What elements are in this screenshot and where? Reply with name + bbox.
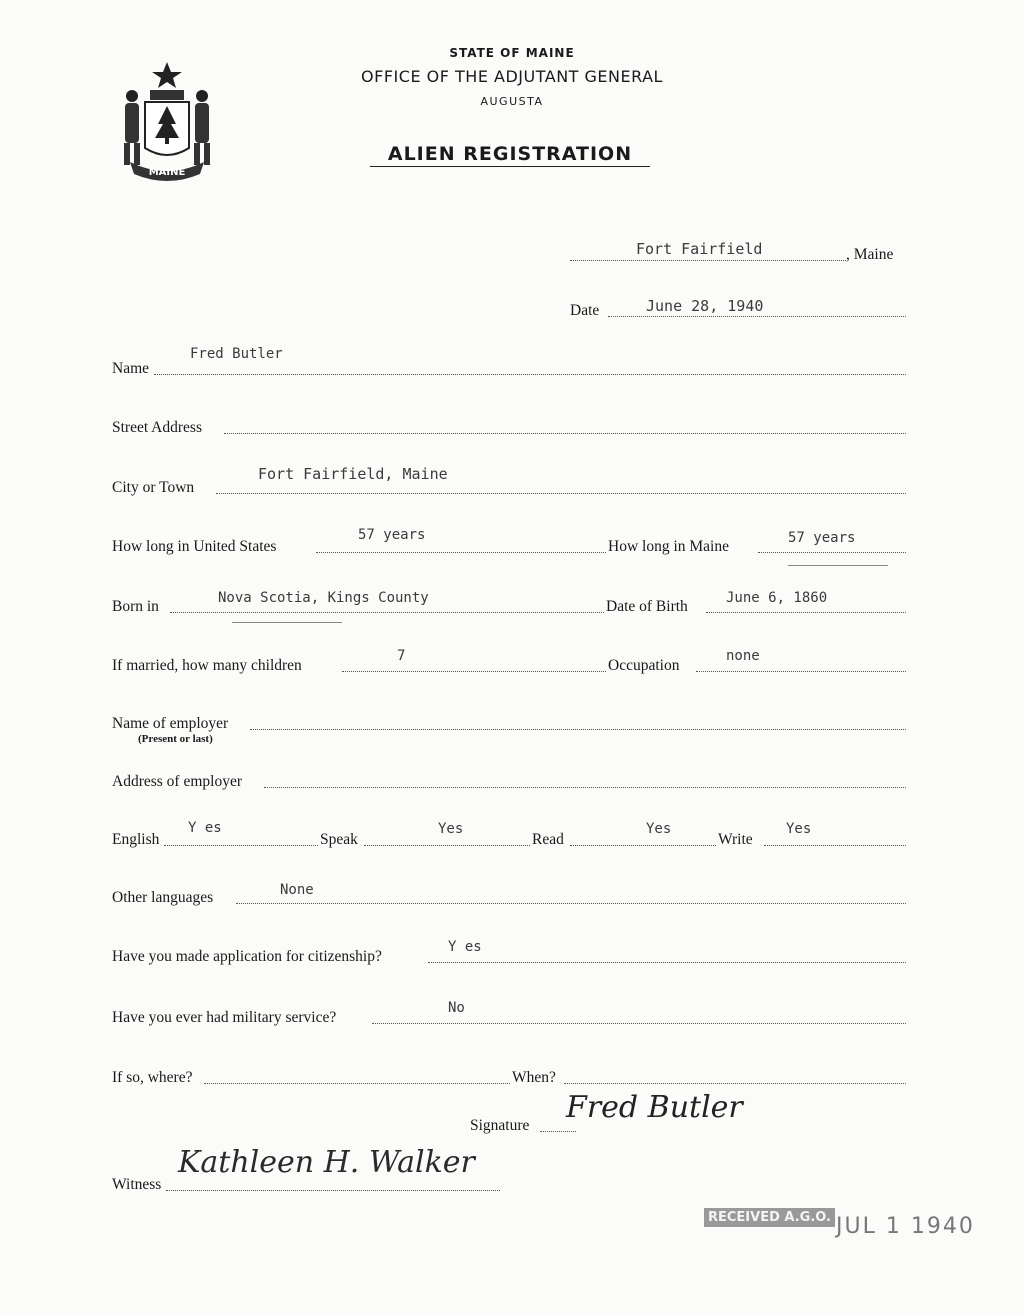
header-office: OFFICE OF THE ADJUTANT GENERAL bbox=[361, 67, 663, 86]
born-in-label: Born in bbox=[112, 598, 159, 615]
born-in-line bbox=[170, 612, 604, 613]
place-line bbox=[570, 260, 846, 261]
children-value: 7 bbox=[397, 648, 406, 664]
citizenship-label: Have you made application for citizenship? bbox=[112, 948, 382, 965]
how-long-maine-label: How long in Maine bbox=[608, 538, 729, 555]
city-label: City or Town bbox=[112, 479, 195, 496]
employer-line bbox=[250, 729, 906, 730]
read-line bbox=[570, 845, 716, 846]
employer-label: Name of employer bbox=[112, 715, 229, 732]
name-label: Name bbox=[112, 360, 150, 377]
signature-value: Fred Butler bbox=[566, 1090, 743, 1125]
write-label: Write bbox=[718, 831, 753, 848]
place-value: Fort Fairfield bbox=[636, 240, 763, 258]
write-value: Yes bbox=[786, 821, 812, 837]
where-line bbox=[204, 1083, 510, 1084]
english-line bbox=[164, 845, 318, 846]
form-title: ALIEN REGISTRATION bbox=[387, 143, 633, 165]
speak-value: Yes bbox=[438, 821, 464, 837]
signature-label: Signature bbox=[470, 1117, 530, 1134]
employer-address-label: Address of employer bbox=[112, 773, 242, 790]
when-label: When? bbox=[512, 1069, 556, 1086]
street-label: Street Address bbox=[112, 419, 202, 436]
received-stamp: RECEIVED A.G.O. bbox=[704, 1208, 835, 1227]
place-suffix: , Maine bbox=[846, 246, 894, 263]
children-label: If married, how many children bbox=[112, 657, 302, 674]
signature-line bbox=[540, 1131, 576, 1132]
street-line bbox=[224, 433, 906, 434]
city-line bbox=[216, 493, 906, 494]
speak-line bbox=[364, 845, 530, 846]
children-line bbox=[342, 671, 606, 672]
read-value: Yes bbox=[646, 821, 672, 837]
read-label: Read bbox=[532, 831, 564, 848]
citizenship-line bbox=[428, 962, 906, 963]
pencil-mark bbox=[232, 622, 342, 623]
military-line bbox=[372, 1023, 906, 1024]
english-value: Y es bbox=[188, 820, 222, 836]
witness-line bbox=[166, 1190, 500, 1191]
occupation-value: none bbox=[726, 648, 760, 664]
occupation-label: Occupation bbox=[608, 657, 680, 674]
witness-label: Witness bbox=[112, 1176, 162, 1193]
employer-sublabel: (Present or last) bbox=[138, 733, 213, 745]
where-label: If so, where? bbox=[112, 1069, 193, 1086]
svg-text:MAINE: MAINE bbox=[148, 167, 186, 178]
pencil-mark bbox=[788, 565, 888, 566]
name-line bbox=[154, 374, 906, 375]
date-value: June 28, 1940 bbox=[646, 297, 764, 315]
dob-line bbox=[706, 612, 906, 613]
when-line bbox=[564, 1083, 906, 1084]
received-stamp-date: JUL 1 1940 bbox=[836, 1214, 975, 1239]
witness-value: Kathleen H. Walker bbox=[178, 1145, 475, 1180]
other-languages-label: Other languages bbox=[112, 889, 214, 906]
how-long-us-value: 57 years bbox=[358, 527, 426, 543]
citizenship-value: Y es bbox=[448, 939, 482, 955]
occupation-line bbox=[696, 671, 906, 672]
other-languages-value: None bbox=[280, 882, 314, 898]
other-languages-line bbox=[236, 903, 906, 904]
city-value: Fort Fairfield, Maine bbox=[258, 465, 448, 483]
born-in-value: Nova Scotia, Kings County bbox=[218, 590, 429, 606]
header-city: AUGUSTA bbox=[480, 95, 544, 108]
header-state: STATE OF MAINE bbox=[449, 46, 575, 60]
how-long-us-label: How long in United States bbox=[112, 538, 277, 555]
military-label: Have you ever had military service? bbox=[112, 1009, 337, 1026]
how-long-maine-line bbox=[758, 552, 906, 553]
employer-address-line bbox=[264, 787, 906, 788]
date-line bbox=[608, 316, 906, 317]
write-line bbox=[764, 845, 906, 846]
english-label: English bbox=[112, 831, 160, 848]
military-value: No bbox=[448, 1000, 465, 1016]
dob-label: Date of Birth bbox=[606, 598, 688, 615]
dob-value: June 6, 1860 bbox=[726, 590, 828, 606]
date-label: Date bbox=[570, 302, 600, 319]
how-long-maine-value: 57 years bbox=[788, 530, 856, 546]
how-long-us-line bbox=[316, 552, 606, 553]
title-underline bbox=[370, 166, 650, 167]
speak-label: Speak bbox=[320, 831, 358, 848]
name-value: Fred Butler bbox=[190, 346, 283, 362]
